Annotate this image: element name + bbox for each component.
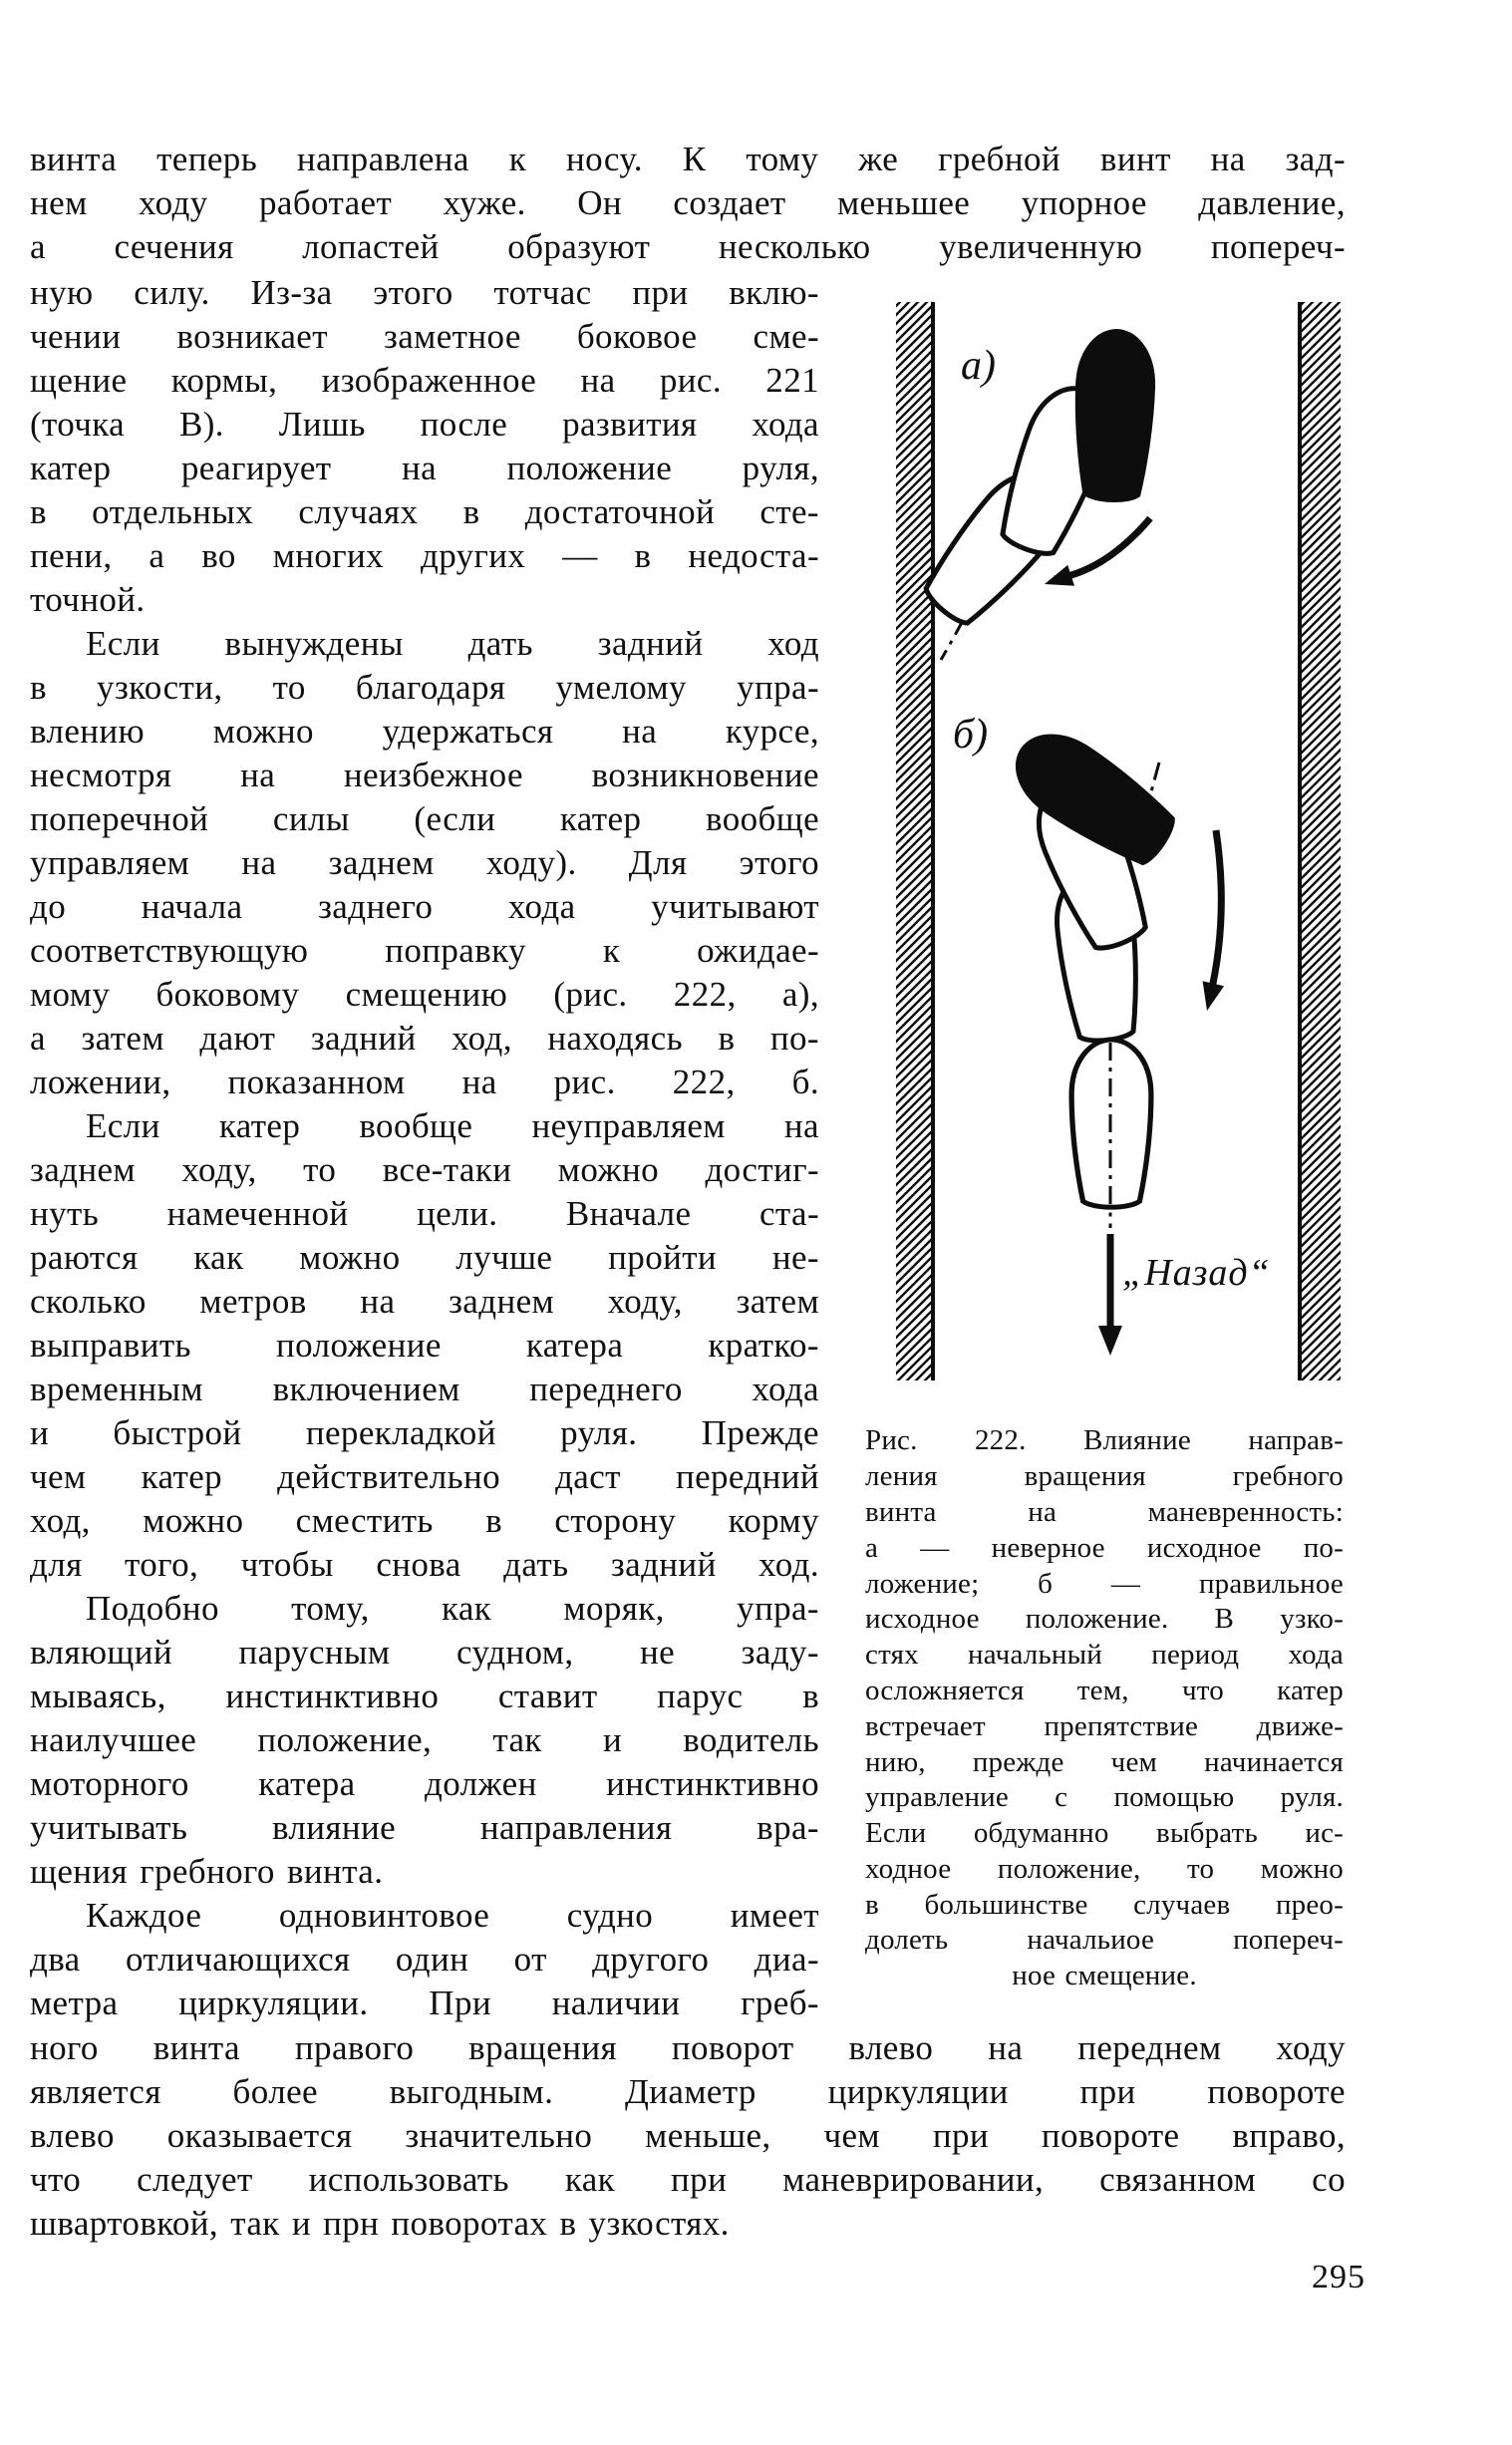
figure-caption-line: встречает препятствие движе- (865, 1710, 1344, 1742)
text-line: щения гребного винта. (30, 1852, 384, 1891)
right-wall (1300, 302, 1341, 1380)
figure-caption-line: осложняется тем, что катер (865, 1675, 1344, 1706)
text-line: чении возникает заметное боковое сме- (30, 317, 819, 356)
text-line: влево оказывается значительно меньше, чем при повороте вправо, (30, 2116, 1346, 2155)
text-line: мому боковому смещению (рис. 222, а), (30, 975, 819, 1014)
boat-diagram-a (914, 330, 1155, 660)
text-line: временным включением переднего хода (30, 1370, 819, 1408)
astern-annotation: „Назад“ (1122, 1252, 1271, 1294)
text-line: швартовкой, так и прн поворотах в узкостях. (30, 2204, 730, 2243)
text-line: вляющий парусным судном, не заду- (30, 1633, 819, 1672)
text-line: управляем на заднем ходу). Для этого (30, 843, 819, 882)
text-line: нуть намеченной цели. Вначале ста- (30, 1194, 819, 1233)
left-wall (896, 302, 933, 1380)
text-line: наилучшее положение, так и водитель (30, 1720, 819, 1759)
figure-caption-line: ложение; б — правильное (865, 1568, 1344, 1600)
text-line: щение кормы, изображенное на рис. 221 (30, 361, 819, 400)
figure-caption-line: Если обдуманно выбрать ис- (865, 1817, 1344, 1849)
text-line: метра циркуляции. При наличии греб- (30, 1984, 819, 2022)
figure-caption-line: управление с помощью руля. (865, 1781, 1344, 1813)
text-line: (точка В). Лишь после развития хода (30, 405, 819, 444)
figure-part-label-a: а) (961, 343, 996, 389)
figure-caption-line: долеть начальиое попереч- (865, 1924, 1344, 1956)
text-line: Каждое одновинтовое судно имеет (86, 1896, 819, 1935)
text-line: влению можно удержаться на курсе, (30, 712, 819, 751)
text-line: является более выгодным. Диаметр циркуляции при повороте (30, 2072, 1346, 2111)
drift-arrow-b (1196, 830, 1224, 1013)
figure-caption-line: а — неверное исходное по- (865, 1532, 1344, 1564)
text-line: ложении, показанном на рис. 222, б. (30, 1063, 819, 1101)
astern-arrow (1098, 1234, 1122, 1356)
text-line: нем ходу работает хуже. Он создает меньшее упорное давление, (30, 183, 1346, 222)
text-line: Если вынуждены дать задний ход (86, 624, 819, 663)
text-line: катер реагирует на положение руля, (30, 449, 819, 487)
text-line: сколько метров на заднем ходу, затем (30, 1282, 819, 1321)
text-line: ного винта правого вращения поворот влево на переднем ходу (30, 2028, 1346, 2067)
figure-part-label-b: б) (953, 712, 989, 758)
figure-caption-line: ходное положение, то можно (865, 1853, 1344, 1885)
text-line: выправить положение катера кратко- (30, 1326, 819, 1365)
figure-caption-line: ления вращения гребного (865, 1460, 1344, 1492)
text-line: а затем дают задний ход, находясь в по- (30, 1019, 819, 1058)
text-line: ную силу. Из-за этого тотчас при вклю- (30, 273, 819, 312)
figure-caption-line: винта на маневренность: (865, 1496, 1344, 1528)
text-line: Подобно тому, как моряк, упра- (86, 1589, 819, 1628)
figure-caption-line: в большинстве случаев прео- (865, 1889, 1344, 1921)
text-line: точной. (30, 580, 146, 619)
figure-caption-line: ное смещение. (1012, 1960, 1197, 1991)
figure-caption-line: исходное положение. В узко- (865, 1603, 1344, 1635)
text-line: чем катер действительно даст передний (30, 1457, 819, 1496)
text-line: несмотря на неизбежное возникновение (30, 756, 819, 794)
text-line: моторного катера должен инстинктивно (30, 1764, 819, 1803)
text-line: в узкости, то благодаря умелому упра- (30, 668, 819, 707)
text-line: и быстрой перекладкой руля. Прежде (30, 1413, 819, 1452)
text-line: соответствующую поправку к ожидае- (30, 931, 819, 970)
boat-dark-a (1073, 330, 1155, 502)
text-line: для того, чтобы снова дать задний ход. (30, 1545, 819, 1584)
text-line: поперечной силы (если катер вообще (30, 799, 819, 838)
text-line: заднем ходу, то все-таки можно достиг- (30, 1150, 819, 1189)
text-line: до начала заднего хода учитывают (30, 887, 819, 926)
text-line: пени, а во многих других — в недоста- (30, 536, 819, 575)
text-line: раются как можно лучше пройти не- (30, 1238, 819, 1277)
text-line: что следует использовать как при маневрировании, связанном со (30, 2160, 1346, 2199)
text-line: ход, можно сместить в сторону корму (30, 1501, 819, 1540)
text-line: винта теперь направлена к носу. К тому же гребной винт на зад- (30, 140, 1346, 178)
text-line: в отдельных случаях в достаточной сте- (30, 492, 819, 531)
figure-caption-line: нию, прежде чем начинается (865, 1746, 1344, 1778)
text-line: Если катер вообще неуправляем на (86, 1106, 819, 1145)
text-line: учитывать влияние направления вра- (30, 1808, 819, 1847)
figure-caption-line: стях начальный период хода (865, 1639, 1344, 1671)
text-line: мываясь, инстинктивно ставит парус в (30, 1677, 819, 1715)
text-line: два отличающихся один от другого диа- (30, 1940, 819, 1979)
figure-caption-line: Рис. 222. Влияние направ- (865, 1424, 1344, 1456)
text-line: а сечения лопастей образуют несколько увеличенную попереч- (30, 227, 1346, 266)
page-number: 295 (1312, 2259, 1365, 2295)
